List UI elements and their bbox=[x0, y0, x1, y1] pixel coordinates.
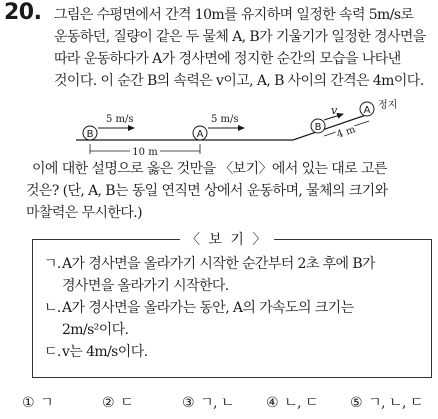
question-prompt bbox=[26, 158, 436, 224]
ball-a-flat-label: A bbox=[196, 129, 204, 140]
choice-text: ㄴ, ㄷ bbox=[284, 395, 319, 411]
choice-text: ㄱ, ㄴ bbox=[200, 395, 235, 411]
bogi-item bbox=[44, 297, 426, 341]
prompt-line: 것은? (단, A, B는 동일 연직면 상에서 운동하며, 물체의 크기와 bbox=[26, 183, 388, 199]
choice-text: ㄱ bbox=[40, 395, 54, 411]
question-number: 20. bbox=[4, 0, 42, 25]
stop-label: 정지 bbox=[378, 100, 398, 111]
distance-label-slope: 4 m bbox=[335, 124, 357, 141]
motion-diagram bbox=[0, 100, 438, 158]
prompt-line: 마찰력은 무시한다.) bbox=[26, 205, 142, 221]
bogi-item-text: v는 4m/s이다. bbox=[62, 344, 148, 360]
speed-label-v: v bbox=[331, 104, 338, 117]
choice-number: ② bbox=[102, 395, 115, 411]
speed-label-b: 5 m/s bbox=[106, 114, 134, 125]
choice-2[interactable] bbox=[102, 392, 133, 412]
bogi-item-marker: ㄱ. bbox=[44, 256, 61, 272]
bogi-item-text: 2m/s²이다. bbox=[62, 322, 129, 338]
bogi-item-text: 경사면을 올라가기 시작한다. bbox=[62, 278, 229, 294]
choice-number: ④ bbox=[266, 395, 279, 411]
choice-4[interactable] bbox=[266, 392, 318, 412]
distance-label-flat: 10 m bbox=[132, 147, 158, 158]
prompt-line: 이에 대한 설명으로 옳은 것만을 〈보기〉에서 있는 대로 고른 bbox=[32, 161, 387, 177]
stem-line: 것이다. 이 순간 B의 속력은 v이고, A, B 사이의 간격은 4m이다. bbox=[54, 73, 424, 89]
choice-number: ⑤ bbox=[350, 395, 363, 411]
bogi-title: 〈 보 기 〉 bbox=[180, 229, 274, 249]
ball-a-slope-label: A bbox=[363, 105, 371, 116]
choice-number: ① bbox=[22, 395, 35, 411]
speed-label-a: 5 m/s bbox=[211, 114, 239, 125]
choice-1[interactable] bbox=[22, 392, 53, 412]
bogi-item-marker: ㄷ. bbox=[44, 344, 61, 360]
bogi-item-text: A가 경사면을 올라가는 동안, A의 가속도의 크기는 bbox=[62, 300, 354, 316]
question-stem bbox=[54, 4, 436, 92]
bogi-item bbox=[44, 341, 426, 363]
stem-line: 그림은 수평면에서 간격 10m를 유지하며 일정한 속력 5m/s로 bbox=[54, 7, 414, 23]
stem-line: 운동하던, 질량이 같은 두 물체 A, B가 기울기가 일정한 경사면을 bbox=[54, 29, 426, 45]
choice-3[interactable] bbox=[182, 392, 234, 412]
bogi-item-marker: ㄴ. bbox=[44, 300, 61, 316]
choice-number: ③ bbox=[182, 395, 195, 411]
ball-b-flat-label: B bbox=[86, 129, 94, 140]
bogi-item-text: A가 경사면을 올라가기 시작한 순간부터 2초 후에 B가 bbox=[62, 256, 375, 272]
bogi-items bbox=[44, 253, 426, 363]
stem-line: 따라 운동하다가 A가 경사면에 정지한 순간의 모습을 나타낸 bbox=[54, 51, 401, 67]
choice-5[interactable] bbox=[350, 392, 423, 412]
choice-text: ㄱ, ㄴ, ㄷ bbox=[368, 395, 423, 411]
choice-text: ㄷ bbox=[120, 395, 134, 411]
bogi-item bbox=[44, 253, 426, 297]
ball-b-slope-label: B bbox=[314, 122, 322, 133]
